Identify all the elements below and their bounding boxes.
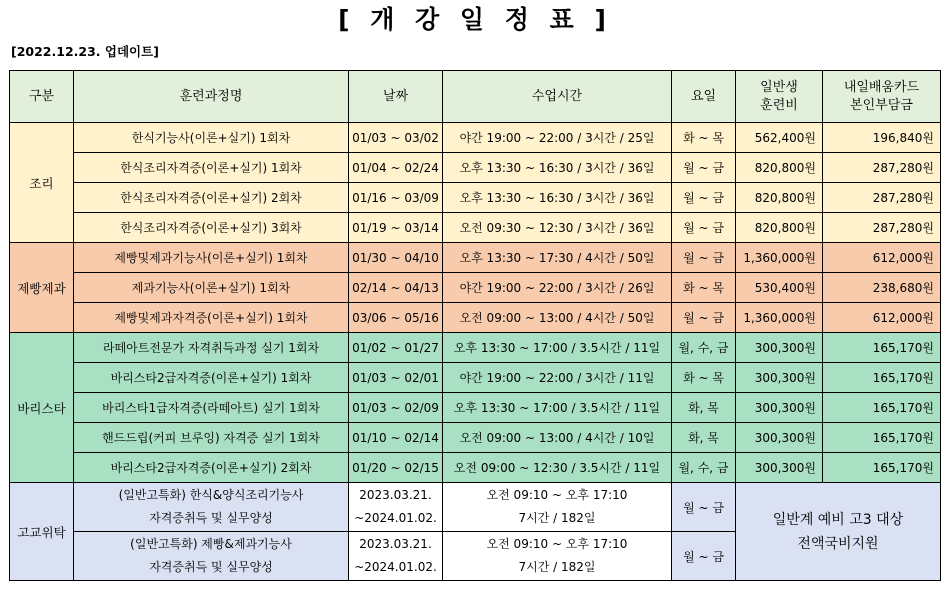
course-date: 01/19 ~ 03/14 xyxy=(349,213,443,243)
group-highschool: 고교위탁 xyxy=(10,483,74,581)
course-date: 02/14 ~ 04/13 xyxy=(349,273,443,303)
course-time xyxy=(443,483,672,532)
course-fee: 820,800원 xyxy=(736,183,823,213)
course-date: 01/03 ~ 03/02 xyxy=(349,123,443,153)
header-copay-line1: 내일배움카드 xyxy=(843,79,920,95)
course-name-line1: (일반고특화) 한식&양식조리기능사 xyxy=(118,488,304,502)
course-date: 01/03 ~ 02/01 xyxy=(349,363,443,393)
table-row xyxy=(10,273,941,303)
support-note xyxy=(736,483,941,581)
header-fee-line1: 일반생 xyxy=(760,79,798,95)
course-day: 월 ~ 금 xyxy=(672,153,736,183)
course-time: 오후 13:30 ~ 16:30 / 3시간 / 36일 xyxy=(443,153,672,183)
course-name: 핸드드립(커피 브루잉) 자격증 실기 1회차 xyxy=(74,423,349,453)
group-baking: 제빵제과 xyxy=(10,243,74,333)
course-date xyxy=(349,532,443,581)
table-row xyxy=(10,453,941,483)
course-date: 01/03 ~ 02/09 xyxy=(349,393,443,423)
course-copay: 165,170원 xyxy=(823,333,941,363)
header-time: 수업시간 xyxy=(443,71,672,123)
course-day: 월, 수, 금 xyxy=(672,333,736,363)
course-fee: 300,300원 xyxy=(736,393,823,423)
course-date-start: 2023.03.21. xyxy=(359,537,432,551)
header-fee-line2: 훈련비 xyxy=(760,97,798,113)
table-row xyxy=(10,333,941,363)
course-time xyxy=(443,532,672,581)
course-time-line1: 오전 09:10 ~ 오후 17:10 xyxy=(486,488,628,502)
course-day: 월 ~ 금 xyxy=(672,532,736,581)
course-date xyxy=(349,483,443,532)
course-copay: 612,000원 xyxy=(823,243,941,273)
course-name: 한식조리자격증(이론+실기) 2회차 xyxy=(74,183,349,213)
course-copay: 287,280원 xyxy=(823,183,941,213)
course-name: 바리스타1급자격증(라떼아트) 실기 1회차 xyxy=(74,393,349,423)
table-row xyxy=(10,243,941,273)
course-day: 월 ~ 금 xyxy=(672,303,736,333)
group-barista: 바리스타 xyxy=(10,333,74,483)
course-copay: 165,170원 xyxy=(823,453,941,483)
course-time: 오후 13:30 ~ 17:30 / 4시간 / 50일 xyxy=(443,243,672,273)
course-time-line1: 오전 09:10 ~ 오후 17:10 xyxy=(486,537,628,551)
table-row xyxy=(10,423,941,453)
course-name: 바리스타2급자격증(이론+실기) 2회차 xyxy=(74,453,349,483)
table-row xyxy=(10,483,941,532)
course-name: 바리스타2급자격증(이론+실기) 1회차 xyxy=(74,363,349,393)
course-copay: 196,840원 xyxy=(823,123,941,153)
course-copay: 238,680원 xyxy=(823,273,941,303)
table-row xyxy=(10,153,941,183)
course-time: 오후 13:30 ~ 16:30 / 3시간 / 36일 xyxy=(443,183,672,213)
course-day: 월 ~ 금 xyxy=(672,213,736,243)
course-date-end: ~2024.01.02. xyxy=(354,511,437,525)
course-copay: 612,000원 xyxy=(823,303,941,333)
course-time: 오전 09:00 ~ 13:00 / 4시간 / 50일 xyxy=(443,303,672,333)
course-fee: 820,800원 xyxy=(736,213,823,243)
course-time: 야간 19:00 ~ 22:00 / 3시간 / 26일 xyxy=(443,273,672,303)
course-fee: 300,300원 xyxy=(736,423,823,453)
header-row xyxy=(10,71,941,123)
course-copay: 165,170원 xyxy=(823,363,941,393)
course-date-start: 2023.03.21. xyxy=(359,488,432,502)
course-day: 화 ~ 목 xyxy=(672,123,736,153)
course-name: 한식조리자격증(이론+실기) 1회차 xyxy=(74,153,349,183)
course-day: 월 ~ 금 xyxy=(672,183,736,213)
course-name xyxy=(74,483,349,532)
course-day: 화, 목 xyxy=(672,393,736,423)
course-name: 한식기능사(이론+실기) 1회차 xyxy=(74,123,349,153)
course-time-line2: 7시간 / 182일 xyxy=(518,511,596,525)
course-fee: 300,300원 xyxy=(736,363,823,393)
header-course: 훈련과정명 xyxy=(74,71,349,123)
course-fee: 300,300원 xyxy=(736,453,823,483)
course-time-line2: 7시간 / 182일 xyxy=(518,560,596,574)
course-copay: 287,280원 xyxy=(823,153,941,183)
course-name-line1: (일반고특화) 제빵&제과기능사 xyxy=(130,537,292,551)
course-time: 오전 09:00 ~ 12:30 / 3.5시간 / 11일 xyxy=(443,453,672,483)
course-time: 야간 19:00 ~ 22:00 / 3시간 / 11일 xyxy=(443,363,672,393)
course-fee: 1,360,000원 xyxy=(736,243,823,273)
course-name: 제빵및제과기능사(이론+실기) 1회차 xyxy=(74,243,349,273)
header-date: 날짜 xyxy=(349,71,443,123)
course-fee: 820,800원 xyxy=(736,153,823,183)
course-name: 라떼아트전문가 자격취득과정 실기 1회차 xyxy=(74,333,349,363)
course-day: 월 ~ 금 xyxy=(672,243,736,273)
course-time: 오후 13:30 ~ 17:00 / 3.5시간 / 11일 xyxy=(443,333,672,363)
course-day: 월 ~ 금 xyxy=(672,483,736,532)
course-date: 01/10 ~ 02/14 xyxy=(349,423,443,453)
course-name: 제빵및제과자격증(이론+실기) 1회차 xyxy=(74,303,349,333)
table-row xyxy=(10,213,941,243)
support-note-line1: 일반계 예비 고3 대상 xyxy=(772,511,904,528)
course-time: 오전 09:00 ~ 13:00 / 4시간 / 10일 xyxy=(443,423,672,453)
course-name xyxy=(74,532,349,581)
course-time: 오전 09:30 ~ 12:30 / 3시간 / 36일 xyxy=(443,213,672,243)
table-row xyxy=(10,393,941,423)
course-day: 화 ~ 목 xyxy=(672,273,736,303)
course-fee: 530,400원 xyxy=(736,273,823,303)
course-fee: 562,400원 xyxy=(736,123,823,153)
course-date: 01/16 ~ 03/09 xyxy=(349,183,443,213)
course-day: 월, 수, 금 xyxy=(672,453,736,483)
course-date: 01/04 ~ 02/24 xyxy=(349,153,443,183)
course-date-end: ~2024.01.02. xyxy=(354,560,437,574)
header-fee xyxy=(736,71,823,123)
course-fee: 1,360,000원 xyxy=(736,303,823,333)
course-name: 한식조리자격증(이론+실기) 3회차 xyxy=(74,213,349,243)
group-cooking: 조리 xyxy=(10,123,74,243)
course-copay: 287,280원 xyxy=(823,213,941,243)
header-day: 요일 xyxy=(672,71,736,123)
page-title: [ 개 강 일 정 표 ] xyxy=(338,5,612,34)
header-copay xyxy=(823,71,941,123)
update-date: [2022.12.23. 업데이트] xyxy=(11,44,159,59)
course-copay: 165,170원 xyxy=(823,393,941,423)
schedule-table xyxy=(9,70,941,581)
course-date: 01/02 ~ 01/27 xyxy=(349,333,443,363)
table-row xyxy=(10,123,941,153)
course-time: 오후 13:30 ~ 17:00 / 3.5시간 / 11일 xyxy=(443,393,672,423)
table-row xyxy=(10,303,941,333)
header-copay-line2: 본인부담금 xyxy=(850,97,913,113)
course-name: 제과기능사(이론+실기) 1회차 xyxy=(74,273,349,303)
course-date: 03/06 ~ 05/16 xyxy=(349,303,443,333)
course-date: 01/20 ~ 02/15 xyxy=(349,453,443,483)
course-day: 화 ~ 목 xyxy=(672,363,736,393)
course-name-line2: 자격증취득 및 실무양성 xyxy=(149,560,273,574)
header-category: 구분 xyxy=(10,71,74,123)
course-fee: 300,300원 xyxy=(736,333,823,363)
course-name-line2: 자격증취득 및 실무양성 xyxy=(149,511,273,525)
course-copay: 165,170원 xyxy=(823,423,941,453)
table-row xyxy=(10,183,941,213)
support-note-line2: 전액국비지원 xyxy=(797,535,879,552)
table-row xyxy=(10,363,941,393)
course-day: 화, 목 xyxy=(672,423,736,453)
course-date: 01/30 ~ 04/10 xyxy=(349,243,443,273)
course-time: 야간 19:00 ~ 22:00 / 3시간 / 25일 xyxy=(443,123,672,153)
